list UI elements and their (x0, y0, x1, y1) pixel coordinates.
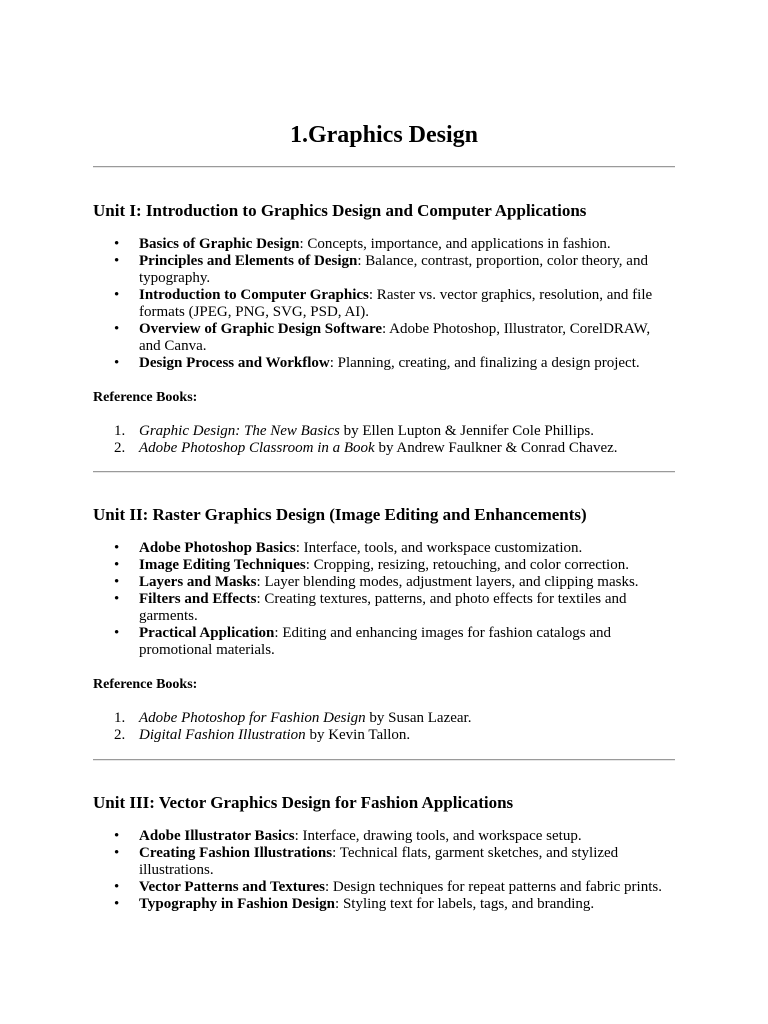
topic-term: Vector Patterns and Textures (139, 879, 325, 895)
reference-number: 1. (114, 423, 126, 439)
page-title: 1.Graphics Design (289, 122, 478, 148)
reference-item (93, 727, 675, 744)
bullet-icon: • (114, 540, 120, 556)
list-item (93, 574, 675, 591)
topic-text: : Editing and enhancing images for fashion catalogs and promotional materials. (139, 625, 611, 658)
horizontal-divider (93, 166, 675, 168)
topic-text: : Cropping, resizing, retouching, and color correction. (305, 557, 629, 573)
topic-list (93, 236, 675, 372)
unit-section (93, 504, 675, 744)
list-item (93, 879, 675, 896)
topic-term: Introduction to Computer Graphics (139, 287, 369, 303)
bullet-icon: • (114, 879, 120, 895)
bullet-icon: • (114, 321, 120, 337)
bullet-icon: • (114, 236, 120, 252)
topic-text: : Creating textures, patterns, and photo effects for textiles and garments. (139, 591, 627, 624)
list-item (93, 236, 675, 253)
book-author: by Kevin Tallon. (305, 727, 411, 743)
unit-heading: Unit I: Introduction to Graphics Design and Computer Applications (93, 201, 587, 220)
unit-heading: Unit III: Vector Graphics Design for Fashion Applications (93, 793, 514, 812)
bullet-icon: • (114, 828, 120, 844)
list-item (93, 557, 675, 574)
topic-list (93, 540, 675, 659)
topic-term: Overview of Graphic Design Software (139, 321, 383, 337)
unit-section (93, 792, 675, 913)
reference-books-label: Reference Books: (93, 390, 198, 405)
topic-text: : Adobe Photoshop, Illustrator, CorelDRAW, and Canva. (139, 321, 651, 354)
bullet-icon: • (114, 896, 120, 912)
topic-text: : Planning, creating, and finalizing a design project. (329, 355, 640, 371)
unit-heading: Unit II: Raster Graphics Design (Image Editing and Enhancements) (93, 505, 587, 524)
topic-list (93, 828, 675, 913)
topic-term: Creating Fashion Illustrations (139, 845, 333, 861)
list-item (93, 287, 675, 321)
topic-text: : Technical flats, garment sketches, and stylized illustrations. (139, 845, 619, 878)
topic-term: Adobe Photoshop Basics (139, 540, 296, 556)
reference-list (93, 423, 675, 457)
book-title: Graphic Design: The New Basics (139, 423, 340, 439)
topic-text: : Concepts, importance, and applications in fashion. (299, 236, 611, 252)
reference-number: 2. (114, 727, 126, 743)
reference-number: 1. (114, 710, 126, 726)
unit-section (93, 200, 675, 457)
reference-item (93, 423, 675, 440)
topic-text: : Raster vs. vector graphics, resolution, and file formats (JPEG, PNG, SVG, PSD, AI). (139, 287, 653, 320)
horizontal-divider (93, 759, 675, 761)
topic-text: : Design techniques for repeat patterns and fabric prints. (324, 879, 662, 895)
book-author: by Susan Lazear. (365, 710, 472, 726)
bullet-icon: • (114, 625, 120, 641)
list-item (93, 321, 675, 355)
bullet-icon: • (114, 845, 120, 861)
reference-list (93, 710, 675, 744)
bullet-icon: • (114, 355, 120, 371)
reference-books-label: Reference Books: (93, 677, 198, 692)
book-author: by Ellen Lupton & Jennifer Cole Phillips. (339, 423, 594, 439)
list-item (93, 625, 675, 659)
topic-text: : Interface, drawing tools, and workspace setup. (294, 828, 582, 844)
book-title: Adobe Photoshop for Fashion Design (139, 710, 366, 726)
book-title: Digital Fashion Illustration (139, 727, 306, 743)
bullet-icon: • (114, 574, 120, 590)
list-item (93, 896, 675, 913)
reference-number: 2. (114, 440, 126, 456)
topic-text: : Styling text for labels, tags, and branding. (335, 896, 595, 912)
book-title: Adobe Photoshop Classroom in a Book (139, 440, 375, 456)
book-author: by Andrew Faulkner & Conrad Chavez. (374, 440, 618, 456)
topic-term: Design Process and Workflow (139, 355, 330, 371)
bullet-icon: • (114, 287, 120, 303)
list-item (93, 591, 675, 625)
topic-term: Layers and Masks (139, 574, 257, 590)
list-item (93, 540, 675, 557)
bullet-icon: • (114, 591, 120, 607)
list-item (93, 355, 675, 372)
topic-term: Image Editing Techniques (139, 557, 306, 573)
topic-term: Typography in Fashion Design (139, 896, 336, 912)
topic-term: Basics of Graphic Design (139, 236, 300, 252)
bullet-icon: • (114, 557, 120, 573)
list-item (93, 845, 675, 879)
topic-text: : Balance, contrast, proportion, color theory, and typography. (139, 253, 648, 286)
topic-term: Practical Application (139, 625, 275, 641)
reference-item (93, 440, 675, 457)
topic-term: Adobe Illustrator Basics (139, 828, 295, 844)
topic-term: Filters and Effects (139, 591, 257, 607)
bullet-icon: • (114, 253, 120, 269)
topic-term: Principles and Elements of Design (139, 253, 358, 269)
list-item (93, 253, 675, 287)
reference-item (93, 710, 675, 727)
topic-text: : Layer blending modes, adjustment layers, and clipping masks. (256, 574, 639, 590)
horizontal-divider (93, 471, 675, 473)
list-item (93, 828, 675, 845)
topic-text: : Interface, tools, and workspace customization. (295, 540, 583, 556)
